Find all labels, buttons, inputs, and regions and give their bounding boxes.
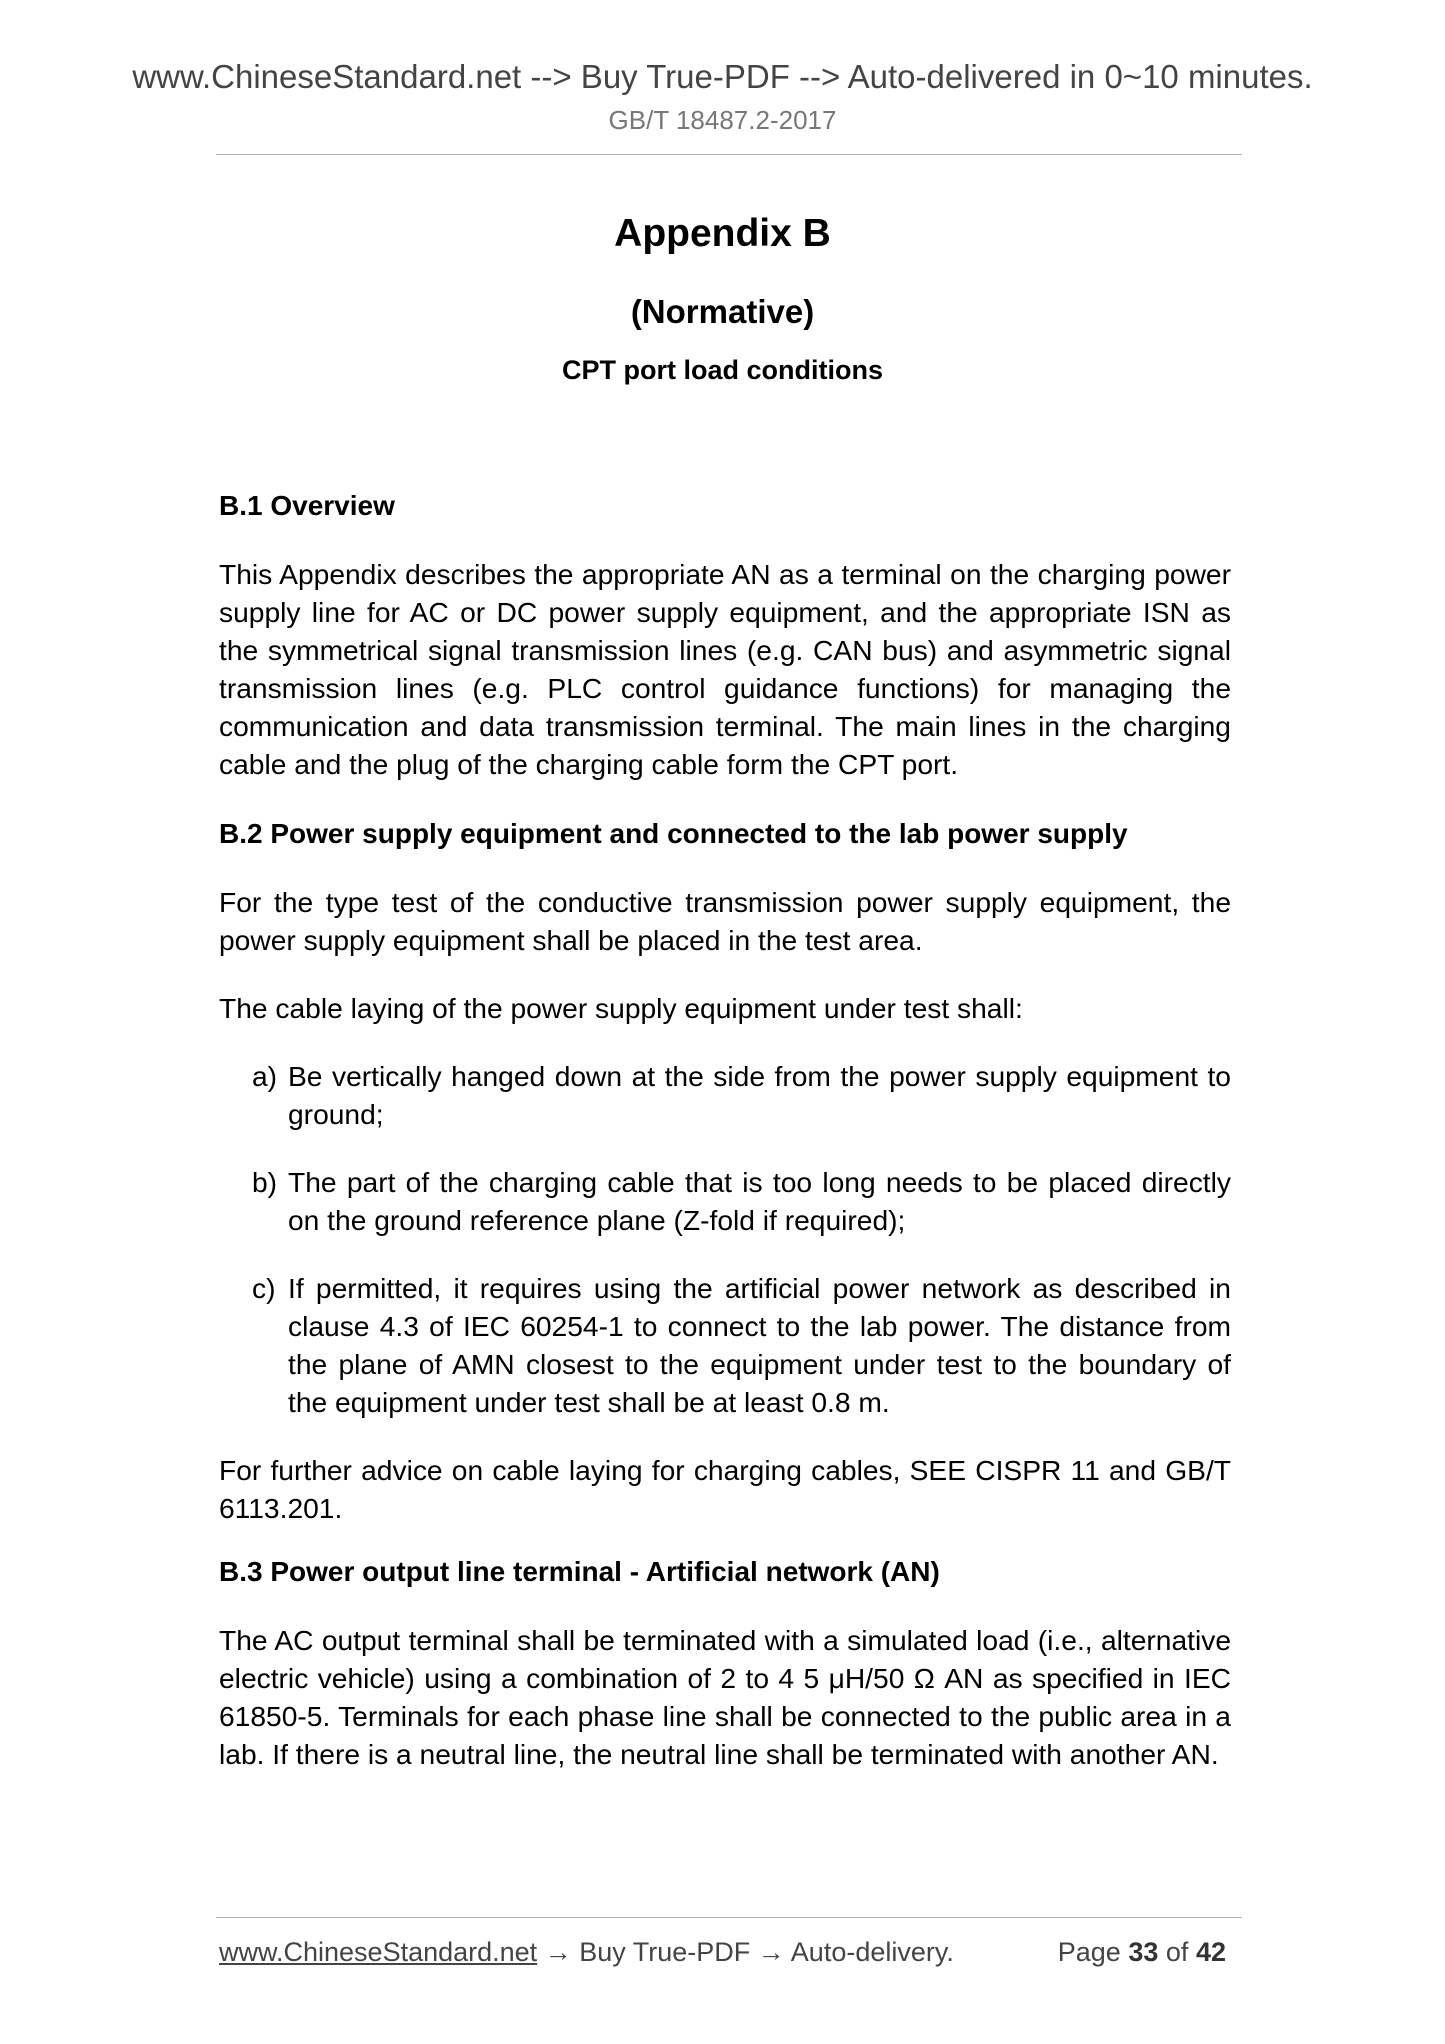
footer bbox=[219, 1937, 1231, 1968]
page-current: 33 bbox=[1128, 1937, 1159, 1967]
paragraph: This Appendix describes the appropriate AN as a terminal on the charging power supply line for AC or DC power supply equipment, and the appropriate ISN as the symmetrical signal transmission lines (e.g. CAN bus) and asymmetric signal transmission lines (e.g. PLC control guidance functions) for managing the communication and data transmission terminal. The main lines in the charging cable and the plug of the charging cable form the CPT port. bbox=[219, 558, 1231, 780]
list-marker: c) bbox=[252, 1272, 276, 1304]
footer-link[interactable]: www.ChineseStandard.net bbox=[219, 1937, 538, 1967]
list-item-text: The part of the charging cable that is too long needs to be placed directly on the ground reference plane (Z-fold if required); bbox=[288, 1166, 1231, 1236]
appendix-subtitle: CPT port load conditions bbox=[562, 355, 883, 385]
appendix-type: (Normative) bbox=[630, 293, 815, 330]
page-word: Page bbox=[1057, 1937, 1121, 1967]
list-item-text: If permitted, it requires using the artificial power network as described in clause 4.3 of IEC 60254-1 to connect to the lab power. The distance from the plane of AMN closest to the equipment under test to the boundary of the equipment under test shall be at least 0.8 m. bbox=[288, 1272, 1231, 1418]
top-banner: www.ChineseStandard.net --> Buy True-PDF --> Auto-delivered in 0~10 minutes. bbox=[132, 58, 1313, 95]
of-word: of bbox=[1165, 1937, 1189, 1967]
footer-auto-text: Auto-delivery. bbox=[790, 1937, 954, 1967]
section-b3 bbox=[219, 1553, 1231, 1773]
list-item bbox=[219, 1057, 1231, 1133]
list-item bbox=[219, 1163, 1231, 1239]
page-total: 42 bbox=[1195, 1937, 1226, 1967]
section-heading-b3: B.3 Power output line terminal - Artificial network (AN) bbox=[219, 1556, 940, 1587]
paragraph: For further advice on cable laying for charging cables, SEE CISPR 11 and GB/T 6113.201. bbox=[219, 1454, 1231, 1524]
page-number bbox=[1058, 1937, 1226, 1968]
arrow-right-icon: → bbox=[757, 1937, 785, 1967]
paragraph: For the type test of the conductive transmission power supply equipment, the power supply equipment shall be placed in the test area. bbox=[219, 886, 1231, 956]
arrow-right-icon: → bbox=[544, 1937, 572, 1967]
appendix-title: Appendix B bbox=[614, 212, 831, 255]
list-item bbox=[219, 1269, 1231, 1421]
header-divider bbox=[216, 154, 1242, 155]
list-marker: b) bbox=[252, 1166, 278, 1198]
section-heading-b2: B.2 Power supply equipment and connected to the lab power supply bbox=[219, 818, 1128, 849]
list-marker: a) bbox=[252, 1060, 278, 1092]
paragraph: The cable laying of the power supply equipment under test shall: bbox=[219, 992, 1023, 1024]
footer-divider bbox=[216, 1917, 1242, 1918]
paragraph: The AC output terminal shall be terminated with a simulated load (i.e., alternative electric vehicle) using a combination of 2 to 4 5 μH/50 Ω AN as specified in IEC 61850-5. Terminals for each phase line shall be connected to the public area in a lab. If there is a neutral line, the neutral line shall be terminated with another AN. bbox=[219, 1624, 1231, 1770]
list-item-text: Be vertically hanged down at the side from the power supply equipment to ground; bbox=[288, 1060, 1231, 1130]
section-b1 bbox=[219, 487, 1231, 783]
section-b2 bbox=[219, 815, 1231, 1527]
footer-buy-text: Buy True-PDF bbox=[579, 1937, 751, 1967]
section-heading-b1: B.1 Overview bbox=[219, 490, 395, 521]
standard-code: GB/T 18487.2-2017 bbox=[608, 105, 837, 135]
